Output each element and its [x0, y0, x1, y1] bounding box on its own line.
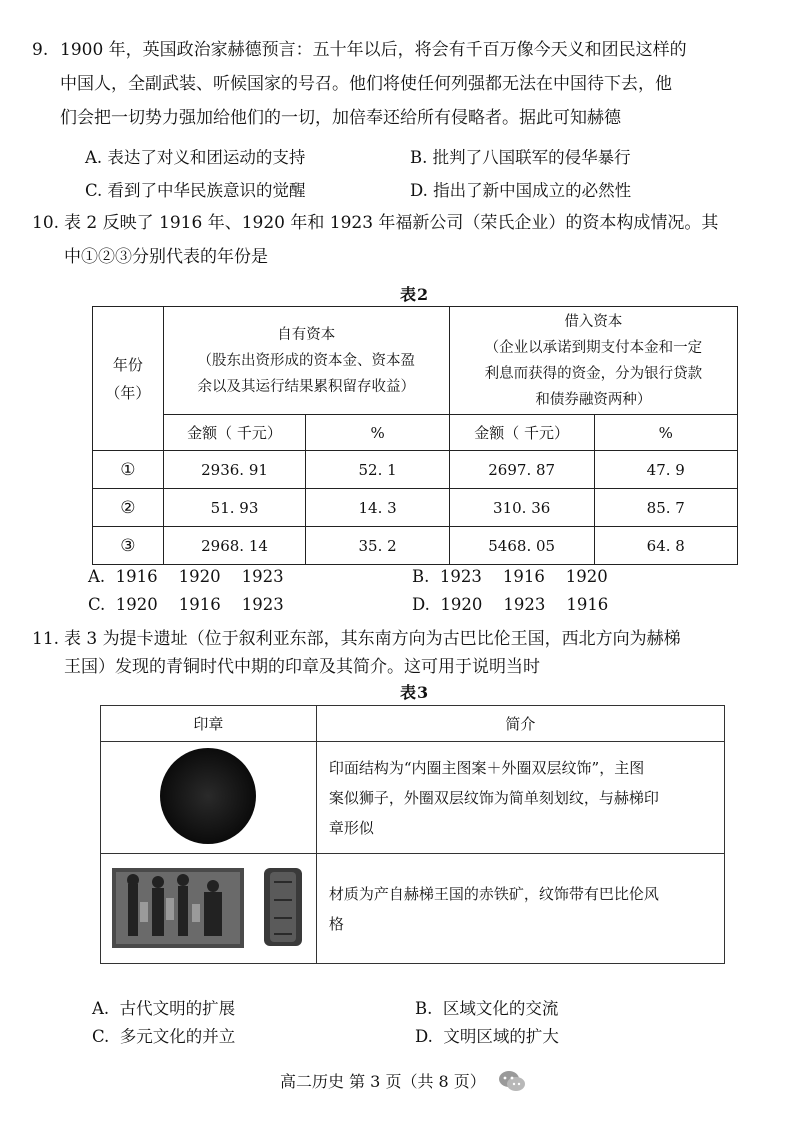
- borrow-pct-cell: 47. 9: [594, 451, 737, 489]
- year-header-label: 年份: [112, 355, 143, 374]
- q11-option-a[interactable]: A. 古代文明的扩展: [92, 999, 236, 1018]
- own-pct-cell: 35. 2: [306, 527, 449, 565]
- q9-line-2: 中国人，全副武装、听候国家的号召。他们将使任何列强都无法在中国待下去，他: [60, 74, 672, 94]
- q9-number: 9.: [32, 40, 49, 60]
- own-capital-desc-1: （股东出资形成的资本金、资本盈: [197, 352, 415, 369]
- q9-option-b[interactable]: B. 批判了八国联军的侵华暴行: [410, 148, 631, 167]
- borrowed-capital-desc-1: （企业以承诺到期支付本金和一定: [484, 339, 703, 356]
- borrow-amount-cell: 2697. 87: [449, 451, 594, 489]
- q11-number: 11.: [32, 629, 60, 649]
- borrow-amount-cell: 5468. 05: [449, 527, 594, 565]
- table3-caption: 表3: [400, 683, 430, 702]
- row2-desc-line-2: 格: [328, 914, 344, 933]
- borrow-pct-header: %: [594, 415, 737, 451]
- own-amount-cell: 2936. 91: [163, 451, 306, 489]
- q11-option-d[interactable]: D. 文明区域的扩大: [415, 1027, 559, 1046]
- borrow-amount-header: 金额（ 千元）: [449, 415, 594, 451]
- q11-line-2: 王国）发现的青铜时代中期的印章及其简介。这可用于说明当时: [64, 657, 540, 677]
- q11-option-b[interactable]: B. 区域文化的交流: [415, 999, 559, 1018]
- table2: [92, 306, 738, 565]
- q10-option-a[interactable]: A. 1916 1920 1923: [88, 567, 284, 586]
- borrow-pct-cell: 85. 7: [594, 489, 737, 527]
- borrowed-capital-header: [449, 307, 737, 415]
- table-row: [93, 527, 738, 565]
- q11-option-c[interactable]: C. 多元文化的并立: [92, 1027, 236, 1046]
- own-capital-desc-2: 余以及其运行结果累积留存收益）: [197, 378, 415, 395]
- own-amount-cell: 2968. 14: [163, 527, 306, 565]
- borrow-pct-cell: 64. 8: [594, 527, 737, 565]
- seal-header: 印章: [101, 706, 317, 742]
- page-footer: 高二历史 第 3 页（共 8 页）: [280, 1072, 486, 1091]
- q9-option-a[interactable]: A. 表达了对义和团运动的支持: [85, 148, 306, 167]
- own-capital-title: 自有资本: [277, 326, 336, 343]
- q10-line-1: 表 2 反映了 1916 年、1920 年和 1923 年福新公司（荣氏企业）的资本构成情况。其: [64, 213, 719, 233]
- cylinder-seal-cell: [101, 854, 317, 964]
- row-label: ①: [93, 451, 164, 489]
- q11-line-1: 表 3 为提卡遗址（位于叙利亚东部，其东南方向为古巴比伦王国，西北方向为赫梯: [64, 629, 681, 649]
- table-row: [93, 489, 738, 527]
- row1-desc-line-1: 印面结构为“内圈主图案＋外圈双层纹饰”，主图: [328, 758, 645, 777]
- table2-caption: 表2: [400, 285, 430, 304]
- q10-option-d[interactable]: D. 1920 1923 1916: [412, 595, 609, 614]
- q9-option-d[interactable]: D. 指出了新中国成立的必然性: [410, 181, 632, 200]
- q9-line-1: 1900 年，英国政治家赫德预言：五十年以后，将会有千百万像今天义和团民这样的: [60, 40, 687, 60]
- row2-desc-line-1: 材质为产自赫梯王国的赤铁矿，纹饰带有巴比伦风: [328, 884, 659, 903]
- own-pct-cell: 14. 3: [306, 489, 449, 527]
- own-amount-cell: 51. 93: [163, 489, 306, 527]
- own-pct-header: %: [306, 415, 449, 451]
- borrowed-capital-desc-2: 利息而获得的资金，分为银行贷款: [484, 365, 703, 382]
- row1-desc-line-3: 章形似: [328, 818, 374, 837]
- table3: [100, 705, 725, 964]
- q10-option-b[interactable]: B. 1923 1916 1920: [412, 567, 608, 586]
- borrow-amount-cell: 310. 36: [449, 489, 594, 527]
- round-seal-description: [316, 742, 724, 854]
- q9-option-c[interactable]: C. 看到了中华民族意识的觉醒: [85, 181, 306, 200]
- row-label: ③: [93, 527, 164, 565]
- wechat-watermark-icon: [498, 1070, 526, 1092]
- row1-desc-line-2: 案似狮子，外圈双层纹饰为简单刻划纹，与赫梯印: [328, 788, 659, 807]
- cylinder-seal-description: [316, 854, 724, 964]
- own-pct-cell: 52. 1: [306, 451, 449, 489]
- q10-line-2: 中①②③分别代表的年份是: [64, 247, 268, 267]
- q10-number: 10.: [32, 213, 60, 233]
- round-seal-image: [158, 746, 258, 846]
- cylinder-seal-image: [108, 862, 308, 952]
- borrowed-capital-desc-3: 和债券融资两种）: [535, 391, 652, 408]
- own-capital-header: [163, 307, 449, 415]
- round-seal-cell: [101, 742, 317, 854]
- table-row: [93, 451, 738, 489]
- table2-year-header: [93, 307, 164, 451]
- q9-line-3: 们会把一切势力强加给他们的一切，加倍奉还给所有侵略者。据此可知赫德: [60, 108, 621, 128]
- borrowed-capital-title: 借入资本: [564, 313, 623, 330]
- q10-option-c[interactable]: C. 1920 1916 1923: [88, 595, 284, 614]
- own-amount-header: 金额（ 千元）: [163, 415, 306, 451]
- row-label: ②: [93, 489, 164, 527]
- intro-header: 简介: [316, 706, 724, 742]
- year-header-unit: （年）: [105, 383, 151, 402]
